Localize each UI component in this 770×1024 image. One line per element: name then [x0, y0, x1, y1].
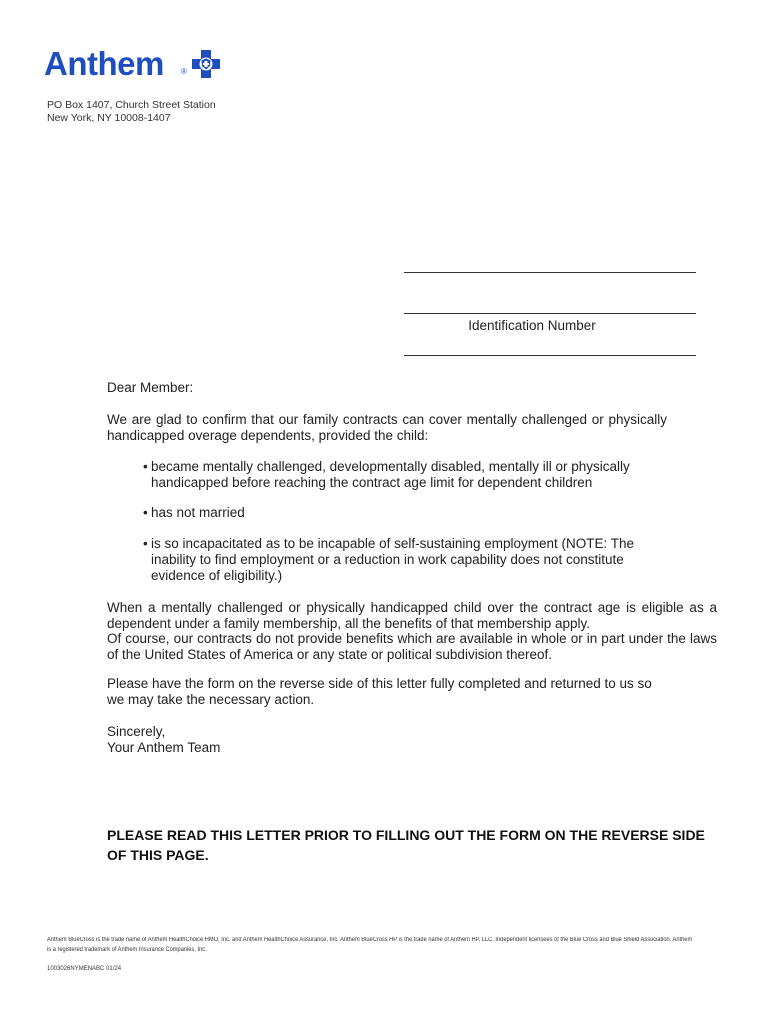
bullet-text: has not married	[151, 505, 245, 520]
paragraph-instructions: Please have the form on the reverse side of this letter fully completed and returned to us so we may take the necessary action.	[107, 676, 652, 707]
blank-line-3	[404, 355, 696, 356]
bullet-glyph: •	[143, 459, 148, 474]
signature: Your Anthem Team	[107, 740, 221, 755]
logo-wordmark: Anthem	[44, 45, 164, 82]
bullet-text: is so incapacitated as to be incapable of self-sustaining employment (NOTE: The inability to find employment or a reduction in work capability does not constitute evidence of eligibility.)	[151, 536, 635, 583]
bullet-item-2	[143, 505, 668, 521]
blank-line-1	[404, 272, 696, 273]
greeting: Dear Member:	[107, 380, 194, 395]
paragraph-eligibility: When a mentally challenged or physically handicapped child over the contract age is eligible as a dependent under a family membership, all the benefits of that membership apply.	[107, 600, 717, 631]
blue-cross-shield-icon	[191, 49, 221, 79]
anthem-logo	[44, 45, 224, 85]
blank-line-2	[404, 313, 696, 314]
bullet-glyph: •	[143, 536, 148, 551]
notice-heading: PLEASE READ THIS LETTER PRIOR TO FILLING OUT THE FORM ON THE REVERSE SIDE OF THIS PAGE.	[107, 827, 705, 863]
identification-number-label: Identification Number	[468, 318, 596, 333]
logo-registered-mark: ®	[181, 67, 187, 76]
address-line-1: PO Box 1407, Church Street Station	[47, 99, 216, 111]
closing: Sincerely,	[107, 724, 166, 739]
form-code: 1003026NYMENABC 01/24	[47, 966, 122, 972]
bullet-item-3	[143, 536, 668, 584]
bullet-text: became mentally challenged, developmentally disabled, mentally ill or physically handicapped before reaching the contract age limit for dependent children	[151, 459, 630, 490]
intro-paragraph: We are glad to confirm that our family contracts can cover mentally challenged or physically handicapped overage dependents, provided the child:	[107, 412, 667, 443]
bullet-glyph: •	[143, 505, 148, 520]
footer-disclaimer: Anthem BlueCross is the trade name of Anthem HealthChoice HMO, Inc. and Anthem HealthChoice Assurance, Inc. Anthem BlueCross HP is the trade name of Anthem HP, LLC. Independent licensees of the Blue Cross and Blue Shield Association. Anthem is a registered trademark of Anthem Insurance Companies, Inc.	[47, 937, 693, 953]
address-line-2: New York, NY 10008-1407	[47, 112, 171, 124]
return-address	[47, 99, 216, 125]
paragraph-exclusions: Of course, our contracts do not provide benefits which are available in whole or in part under the laws of the United States of America or any state or political subdivision thereof.	[107, 631, 717, 662]
bullet-item-1	[143, 459, 668, 491]
